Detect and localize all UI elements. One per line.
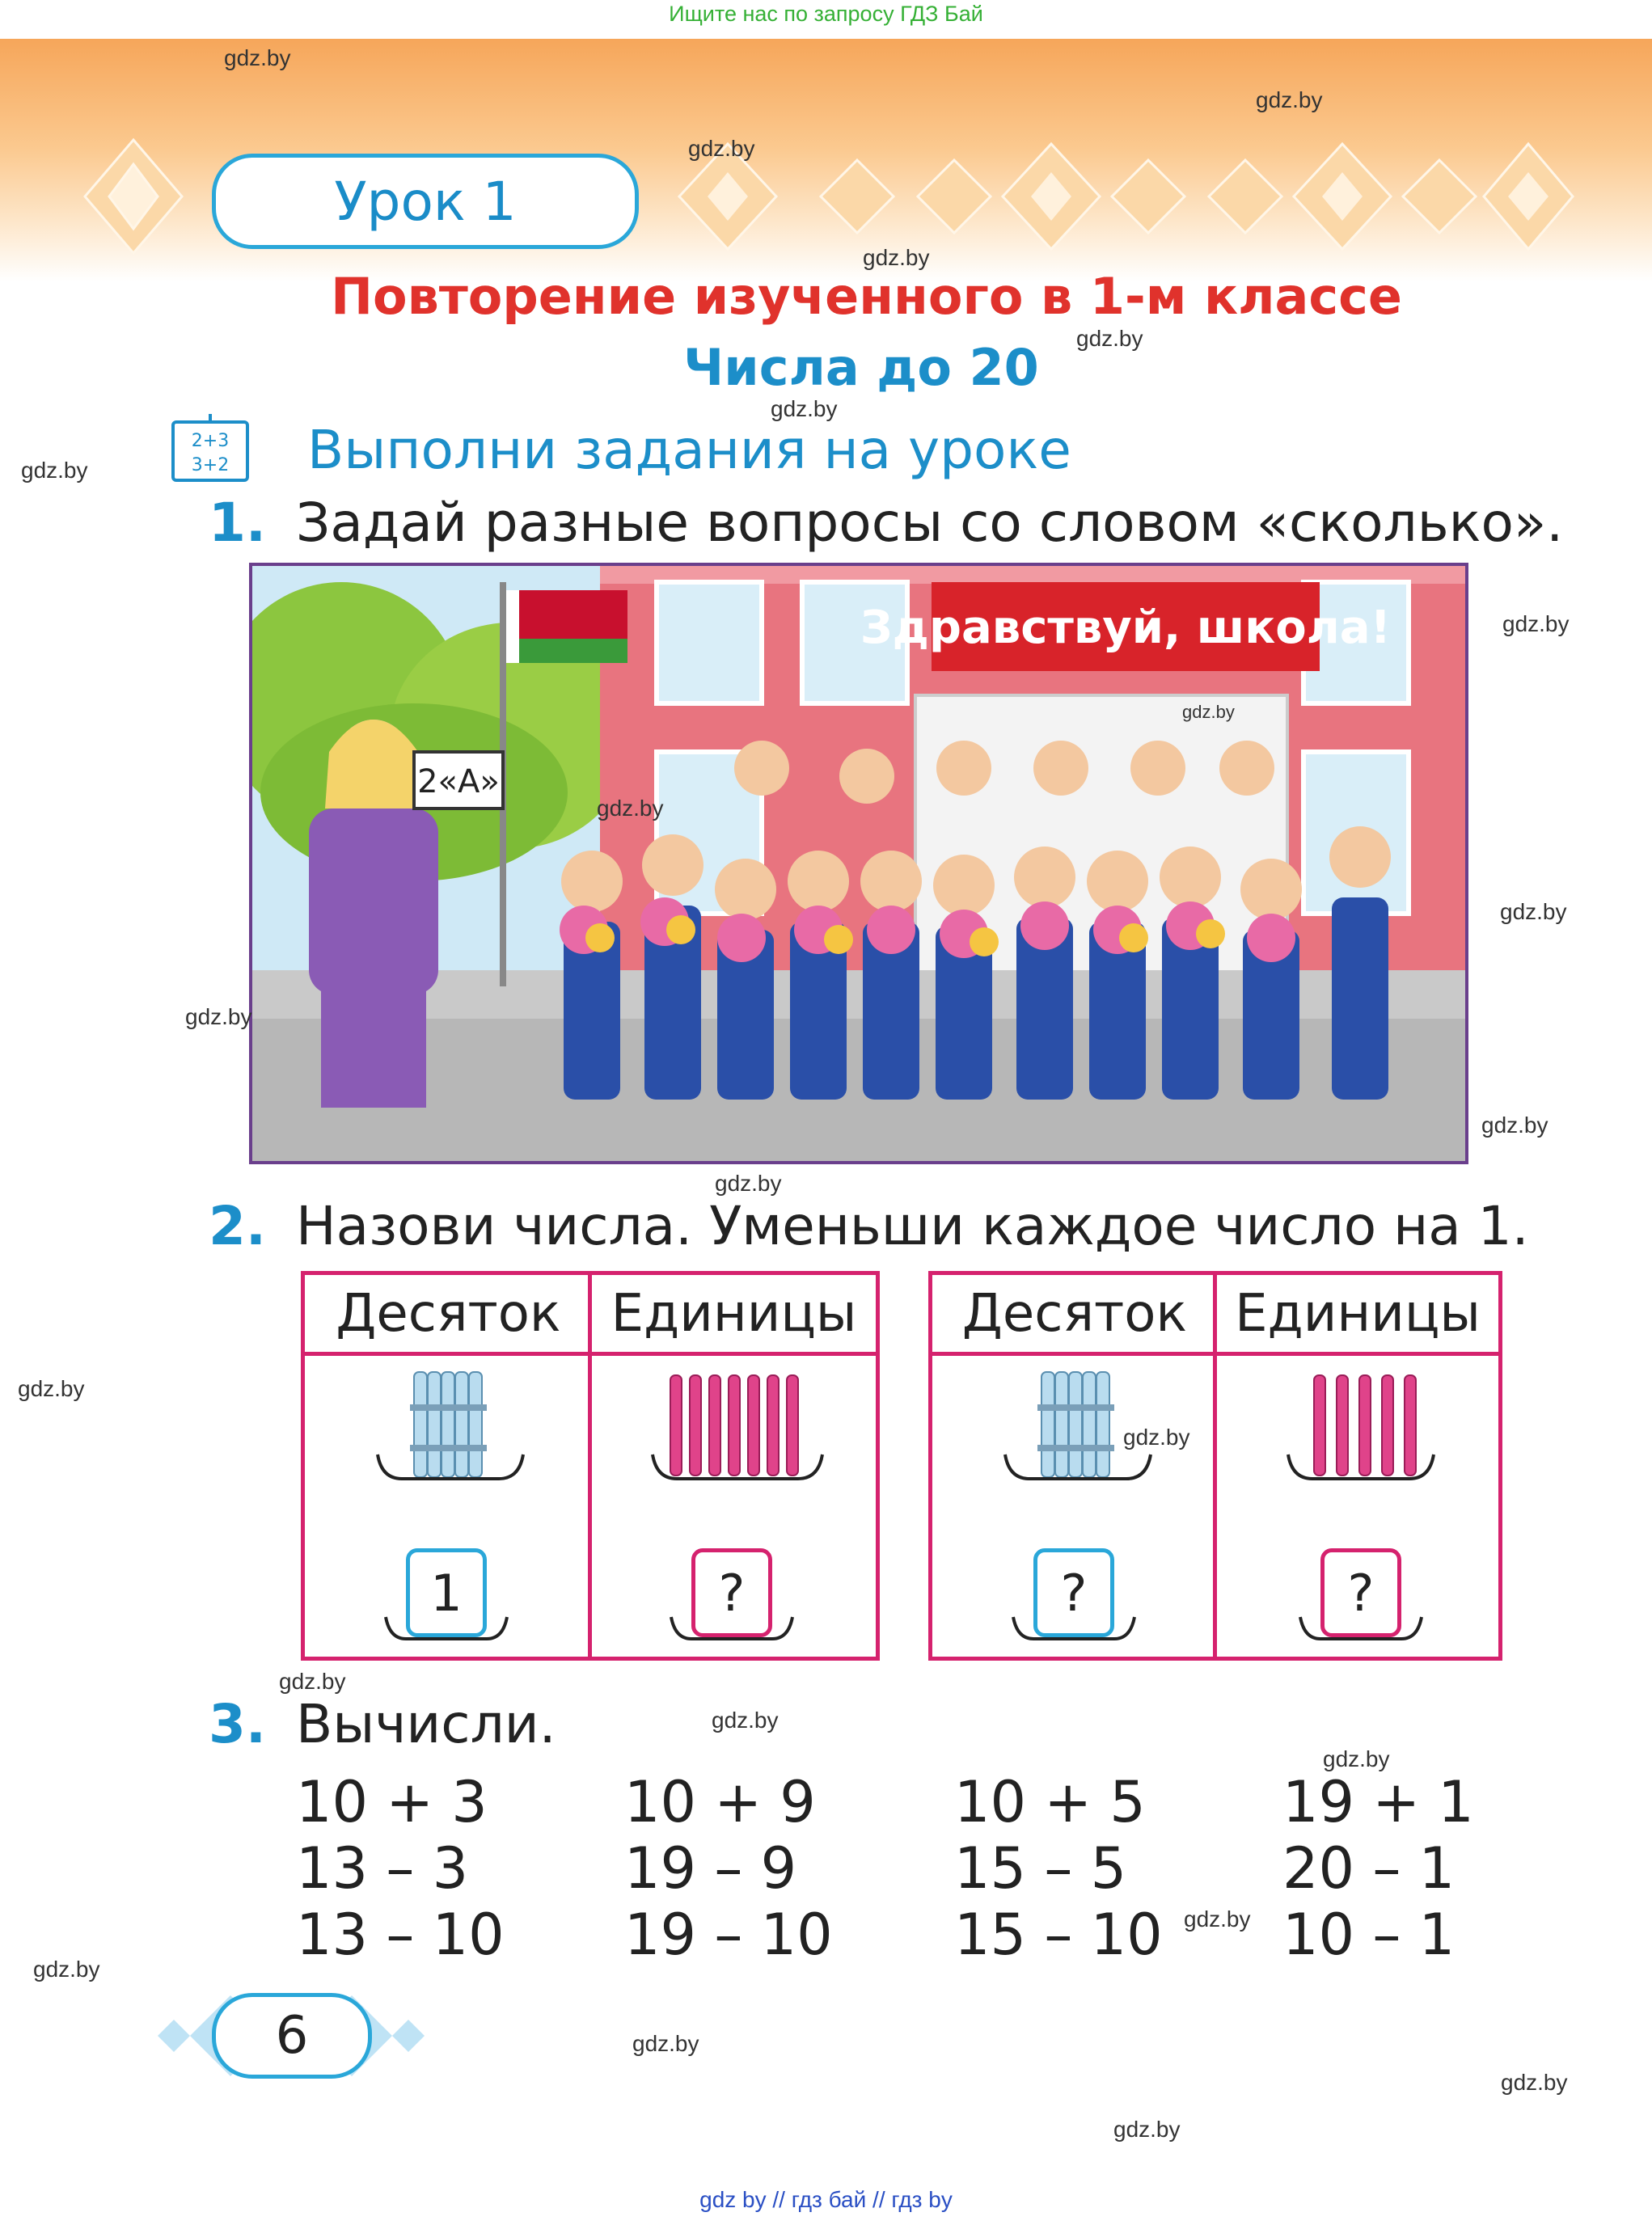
watermark: gdz.by — [1113, 2117, 1181, 2142]
board-icon-line-1: 2+3 — [191, 431, 230, 451]
section-heading: Выполни задания на уроке — [307, 419, 1071, 481]
units-sticks-icon — [1280, 1364, 1442, 1485]
tens-value-box: ? — [1033, 1548, 1114, 1637]
page-subtitle: Числа до 20 — [683, 338, 1039, 397]
watermark: gdz.by — [279, 1669, 346, 1694]
watermark: gdz.by — [224, 45, 291, 70]
expression: 13 – 3 — [296, 1835, 469, 1902]
column-header-units: Единицы — [1217, 1275, 1498, 1356]
watermark: gdz.by — [715, 1171, 782, 1196]
scene-banner-text: Здравствуй, школа! — [860, 602, 1392, 654]
tray-icon — [382, 1613, 511, 1645]
tray-icon — [1009, 1613, 1139, 1645]
watermark: gdz.by — [1123, 1425, 1190, 1450]
board-icon — [170, 412, 251, 483]
expression: 10 – 1 — [1282, 1902, 1456, 1968]
units-value-box: ? — [691, 1548, 772, 1637]
expression: 10 + 3 — [296, 1769, 488, 1835]
watermark: gdz.by — [632, 2031, 699, 2056]
watermark: gdz.by — [33, 1957, 100, 1982]
top-banner[interactable]: Ищите нас по запросу ГДЗ Бай — [669, 2, 983, 26]
lesson-label: Урок 1 — [212, 154, 639, 249]
watermark: gdz.by — [688, 136, 755, 161]
table-divider — [588, 1275, 592, 1657]
watermark: gdz.by — [18, 1376, 85, 1401]
column-header-units: Единицы — [592, 1275, 876, 1356]
page-title: Повторение изученного в 1-м классе — [331, 267, 1402, 326]
expression: 13 – 10 — [296, 1902, 505, 1968]
task2-text: Назови числа. Уменьши каждое число на 1. — [296, 1195, 1529, 1257]
units-value-box: ? — [1320, 1548, 1401, 1637]
footer-links[interactable]: gdz by // гдз бай // гдз by — [699, 2187, 953, 2212]
task3-number: 3. — [209, 1693, 266, 1755]
board-icon-line-2: 3+2 — [191, 455, 230, 475]
expression: 15 – 10 — [954, 1902, 1163, 1968]
watermark: gdz.by — [1501, 2070, 1568, 2095]
school-scene-icon — [252, 566, 1465, 1161]
watermark: gdz.by — [712, 1708, 779, 1733]
watermark: gdz.by — [1256, 87, 1323, 112]
task2-number: 2. — [209, 1195, 266, 1257]
tens-value-box: 1 — [406, 1548, 487, 1637]
expression: 19 – 9 — [624, 1835, 797, 1902]
watermark: gdz.by — [1502, 611, 1570, 636]
column-header-tens: Десяток — [932, 1275, 1217, 1356]
task1-number: 1. — [209, 492, 266, 554]
ornament-band-icon — [671, 136, 1577, 257]
watermark: gdz.by — [1500, 899, 1567, 924]
task1-text: Задай разные вопросы со словом «сколько». — [296, 492, 1564, 554]
watermark: gdz.by — [863, 245, 930, 270]
watermark: gdz.by — [1184, 1906, 1251, 1932]
column-header-tens: Десяток — [305, 1275, 592, 1356]
expression: 10 + 5 — [954, 1769, 1146, 1835]
place-value-table-1 — [301, 1271, 880, 1661]
place-value-table-2 — [928, 1271, 1502, 1661]
expression: 19 + 1 — [1282, 1769, 1474, 1835]
school-scene-illustration — [249, 563, 1468, 1164]
watermark: gdz.by — [21, 458, 88, 483]
tray-icon — [667, 1613, 796, 1645]
watermark: gdz.by — [1323, 1746, 1390, 1771]
scene-sign-text: 2«А» — [417, 763, 500, 800]
tens-bundle-icon — [370, 1364, 531, 1485]
page-number: 6 — [212, 1993, 372, 2079]
table-divider — [1213, 1275, 1217, 1657]
expression: 15 – 5 — [954, 1835, 1127, 1902]
units-sticks-icon — [644, 1364, 830, 1485]
tray-icon — [1296, 1613, 1426, 1645]
expression: 10 + 9 — [624, 1769, 816, 1835]
watermark: gdz.by — [771, 396, 838, 421]
ornament-left-icon — [81, 136, 186, 257]
watermark: gdz.by — [1481, 1112, 1548, 1138]
watermark: gdz.by — [597, 796, 664, 821]
watermark: gdz.by — [1076, 326, 1143, 351]
watermark: gdz.by — [185, 1004, 252, 1029]
watermark: gdz.by — [1182, 702, 1235, 722]
task3-text: Вычисли. — [296, 1693, 556, 1755]
expression: 20 – 1 — [1282, 1835, 1456, 1902]
expression: 19 – 10 — [624, 1902, 833, 1968]
